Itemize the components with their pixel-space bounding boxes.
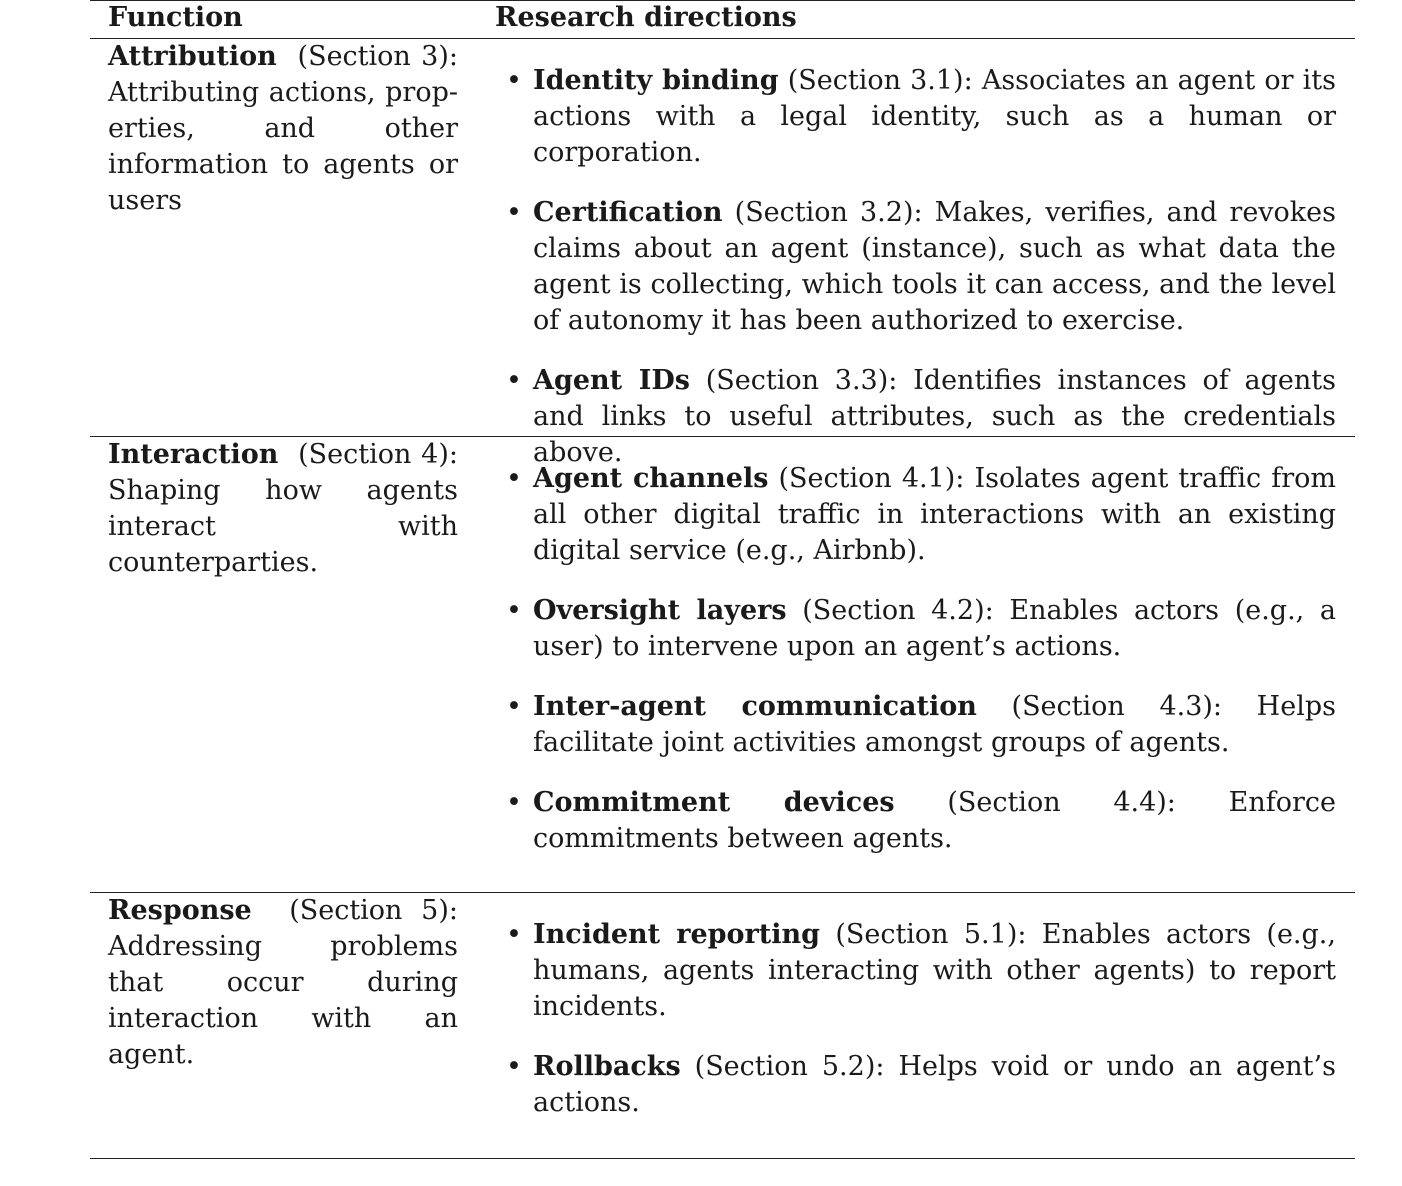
item-text: Makes, verifies, and revokes claims about an agent (instance), such as what data the agent is collecting, which tools it can access, and the level of autonomy it has been authorized to exercise. (533, 197, 1336, 336)
research-list (458, 461, 1336, 857)
function-cell (90, 893, 458, 1158)
item-name: Rollbacks (533, 1051, 681, 1082)
item-section: (Section 3.3): (705, 365, 898, 396)
item-text: Identifies instances of agents and links to useful attributes, such as the credentials above. (533, 365, 1336, 468)
header-function: Function (108, 2, 243, 33)
item-text: Helps void or undo an agent’s actions. (533, 1051, 1336, 1118)
item-section: (Section 5.1): (835, 919, 1027, 950)
function-name: Attribution (108, 41, 277, 72)
function-section: (Section 4): (298, 439, 458, 470)
item-name: Commitment devices (533, 787, 895, 818)
item-section: (Section 3.2): (734, 197, 923, 228)
item-text: Enforce commitments between agents. (533, 787, 1336, 854)
research-cell (458, 437, 1355, 892)
item-name: Certification (533, 197, 723, 228)
header-research-directions: Research directions (495, 2, 797, 33)
function-text: Attributing actions, properties, and other information to agents or users (108, 77, 458, 216)
function-cell (90, 39, 458, 436)
function-name: Interaction (108, 439, 279, 470)
function-section: (Section 3): (297, 41, 458, 72)
function-text: Addressing problems that occur during interaction with an agent. (108, 931, 458, 1070)
function-description (108, 437, 458, 581)
item-section: (Section 4.3): (1011, 691, 1223, 722)
function-description (108, 893, 458, 1073)
item-section: (Section 3.1): (787, 65, 973, 96)
item-text: Associates an agent or its actions with a legal identity, such as a human or corporation. (533, 65, 1336, 168)
item-text: Isolates agent traffic from all other digital traffic in interactions with an existing digital service (e.g., Airbnb). (533, 463, 1336, 566)
research-cell (458, 39, 1355, 468)
function-section: (Section 5): (289, 895, 458, 926)
item-name: Agent IDs (533, 365, 690, 396)
research-directions-table (90, 0, 1355, 1159)
item-name: Agent channels (533, 463, 769, 494)
list-item (458, 195, 1336, 339)
list-item (458, 689, 1336, 761)
item-section: (Section 4.4): (947, 787, 1176, 818)
list-item (458, 363, 1336, 471)
list-item (458, 593, 1336, 665)
list-item (458, 785, 1336, 857)
research-list (458, 63, 1336, 471)
function-cell (90, 437, 458, 892)
research-cell (458, 893, 1355, 1158)
table-header-row (90, 1, 1355, 39)
function-text: Shaping how agents interact with counterparties. (108, 475, 458, 578)
item-text: Enables actors (e.g., a user) to intervene upon an agent’s actions. (533, 595, 1336, 662)
function-description (108, 39, 458, 219)
table-row-response (90, 893, 1355, 1159)
list-item (458, 917, 1336, 1025)
item-section: (Section 4.1): (778, 463, 965, 494)
list-item (458, 1049, 1336, 1121)
item-text: Helps facilitate joint activities amongst groups of agents. (533, 691, 1336, 758)
function-name: Response (108, 895, 252, 926)
research-list (458, 917, 1336, 1121)
item-name: Inter-agent communication (533, 691, 977, 722)
item-section: (Section 4.2): (802, 595, 994, 626)
item-text: Enables actors (e.g., humans, agents interacting with other agents) to report incidents. (533, 919, 1336, 1022)
item-section: (Section 5.2): (694, 1051, 885, 1082)
item-name: Incident reporting (533, 919, 820, 950)
list-item (458, 63, 1336, 171)
item-name: Identity binding (533, 65, 779, 96)
item-name: Oversight layers (533, 595, 787, 626)
list-item (458, 461, 1336, 569)
table-row-interaction (90, 437, 1355, 893)
